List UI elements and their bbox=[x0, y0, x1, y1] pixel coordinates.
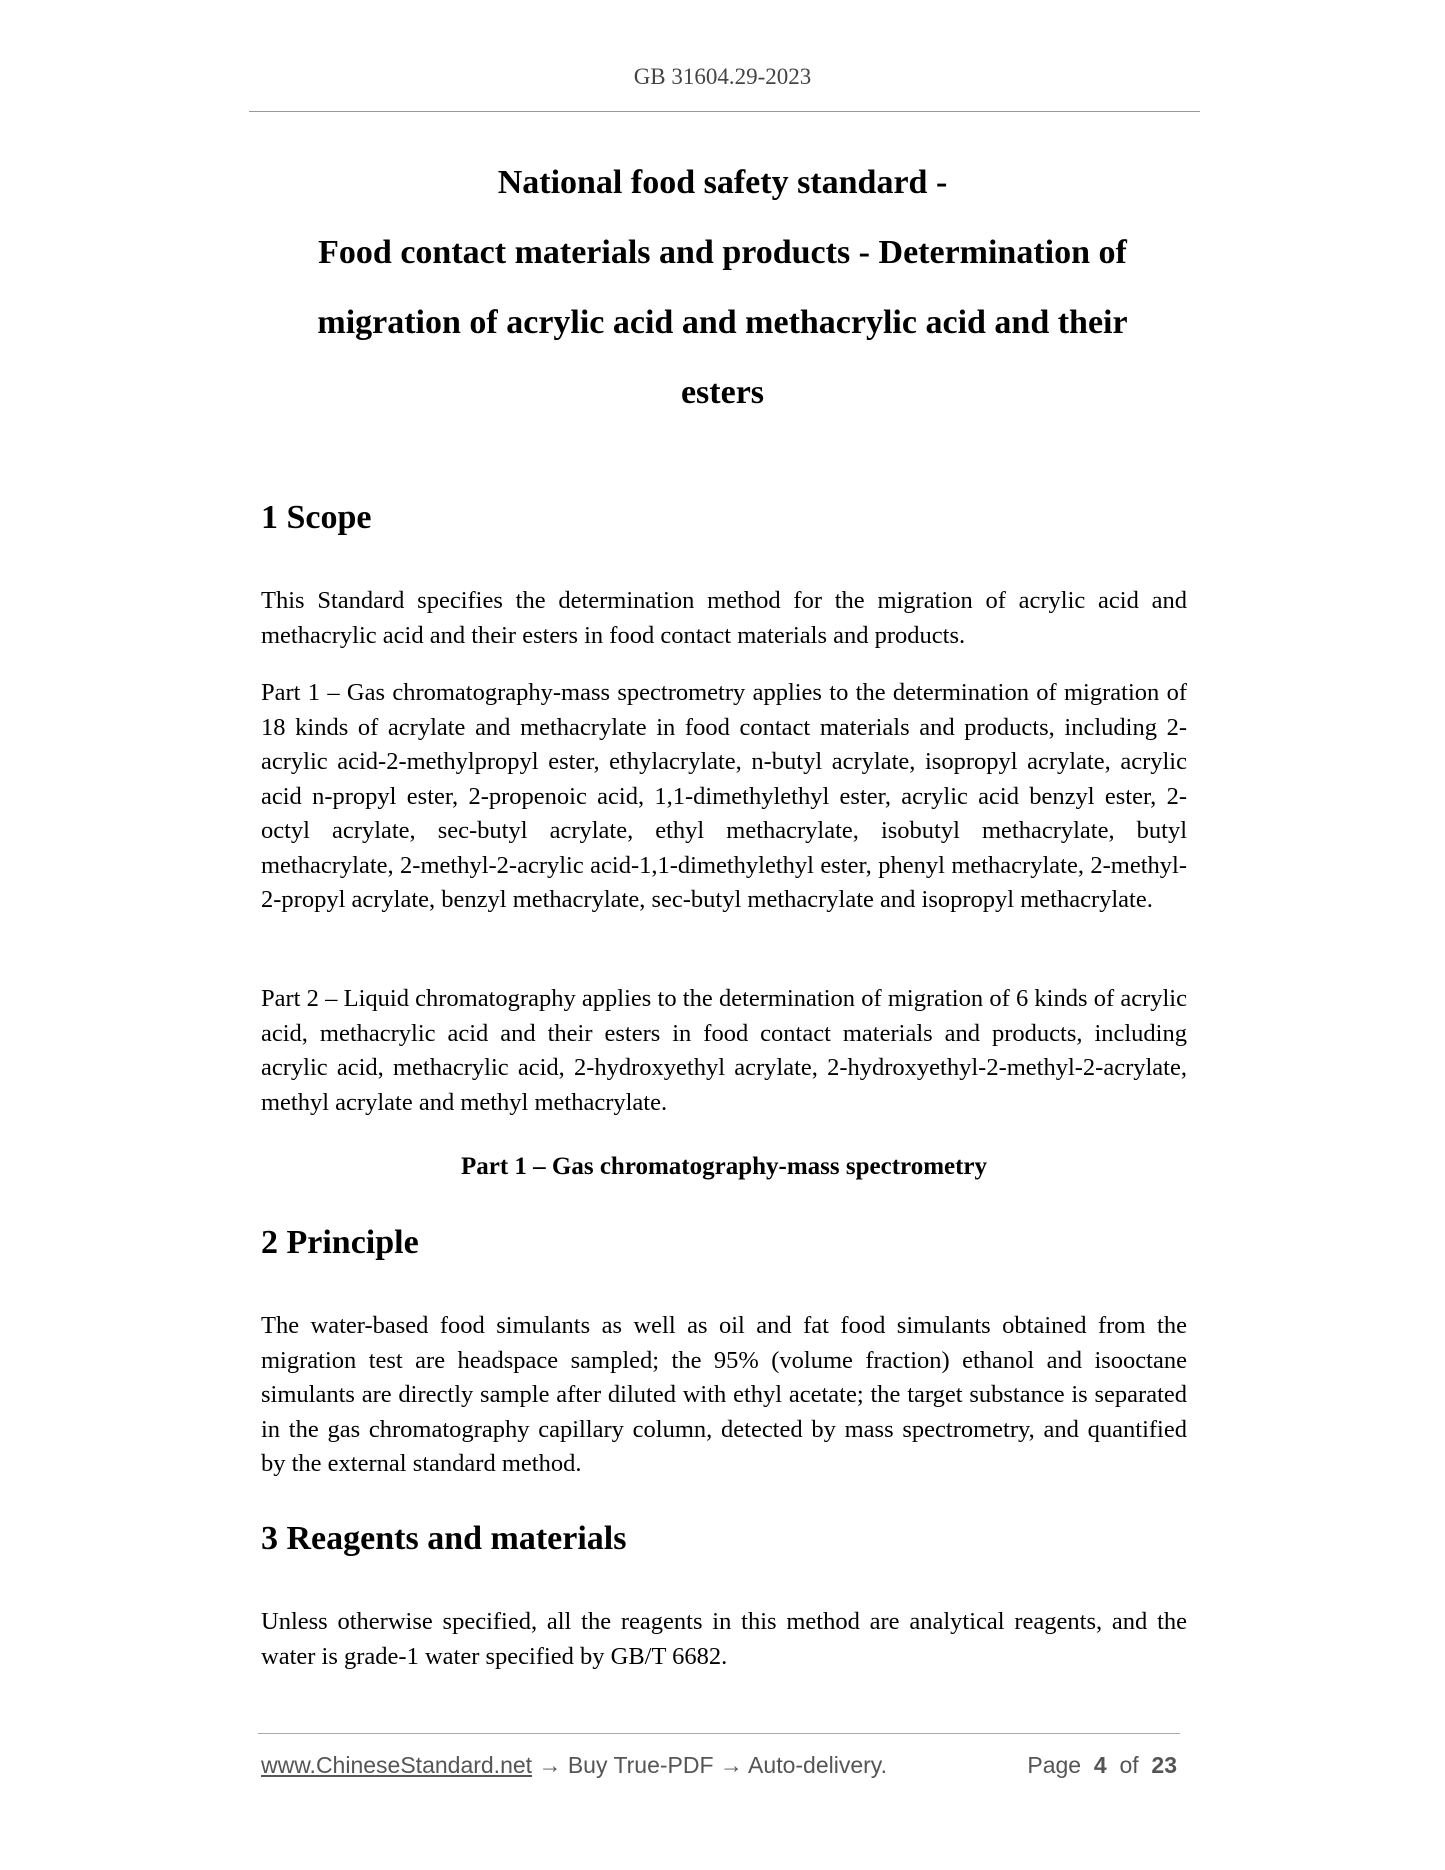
part-1-heading: Part 1 – Gas chromatography-mass spectrometry bbox=[460, 1153, 988, 1180]
page-total: 23 bbox=[1151, 1752, 1177, 1778]
page-number: 4 bbox=[1093, 1752, 1107, 1778]
section-heading-principle: 2 Principle bbox=[261, 1224, 419, 1261]
footer-divider bbox=[258, 1733, 1180, 1734]
page-indicator bbox=[1027, 1752, 1177, 1779]
section-heading-reagents: 3 Reagents and materials bbox=[261, 1520, 627, 1557]
title-line-2: Food contact materials and products - Determination of bbox=[318, 234, 1127, 271]
of-label: of bbox=[1119, 1752, 1139, 1778]
document-code: GB 31604.29-2023 bbox=[633, 64, 812, 89]
reagents-paragraph: Unless otherwise specified, all the reagents in this method are analytical reagents, and the water is grade-1 water specified by GB/T 6682. bbox=[261, 1608, 1187, 1670]
title-line-3: migration of acrylic acid and methacrylic acid and their bbox=[317, 304, 1128, 341]
scope-paragraph-1: This Standard specifies the determination method for the migration of acrylic acid and methacrylic acid and their esters in food contact materials and products. bbox=[261, 587, 1187, 649]
footer-promo-text: → Buy True-PDF → Auto-delivery. bbox=[532, 1752, 887, 1778]
scope-paragraph-3: Part 2 – Liquid chromatography applies to the determination of migration of 6 kinds of acrylic acid, methacrylic acid and their esters in food contact materials and products, including acrylic acid, methacrylic acid, 2-hydroxyethyl acrylate, 2-hydroxyethyl-2-methyl-2-acrylate, methyl acrylate and methyl methacrylate. bbox=[261, 985, 1187, 1116]
title-line-1: National food safety standard - bbox=[497, 164, 948, 201]
document-title bbox=[270, 148, 1175, 428]
scope-paragraph-2: Part 1 – Gas chromatography-mass spectrometry applies to the determination of migration of 18 kinds of acrylate and methacrylate in food contact materials and products, including 2-acrylic acid-2-methylpropyl ester, ethylacrylate, n-butyl acrylate, isopropyl acrylate, acrylic acid n-propyl ester, 2-propenoic acid, 1,1-dimethylethyl ester, acrylic acid benzyl ester, 2-octyl acrylate, sec-butyl acrylate, ethyl methacrylate, isobutyl methacrylate, butyl methacrylate, 2-methyl-2-acrylic acid-1,1-dimethylethyl ester, phenyl methacrylate, 2-methyl-2-propyl acrylate, benzyl methacrylate, sec-butyl methacrylate and isopropyl methacrylate. bbox=[261, 679, 1187, 913]
footer-promo bbox=[261, 1752, 887, 1779]
page-footer bbox=[261, 1752, 1181, 1786]
header-divider bbox=[249, 111, 1200, 112]
principle-paragraph: The water-based food simulants as well as oil and fat food simulants obtained from the migration test are headspace sampled; the 95% (volume fraction) ethanol and isooctane simulants are directly sample after diluted with ethyl acetate; the target substance is separated in the gas chromatography capillary column, detected by mass spectrometry, and quantified by the external standard method. bbox=[261, 1312, 1187, 1477]
page-label: Page bbox=[1027, 1752, 1082, 1778]
title-line-4: esters bbox=[680, 374, 765, 411]
section-heading-scope: 1 Scope bbox=[261, 499, 372, 536]
site-link[interactable]: www.ChineseStandard.net bbox=[261, 1752, 533, 1778]
